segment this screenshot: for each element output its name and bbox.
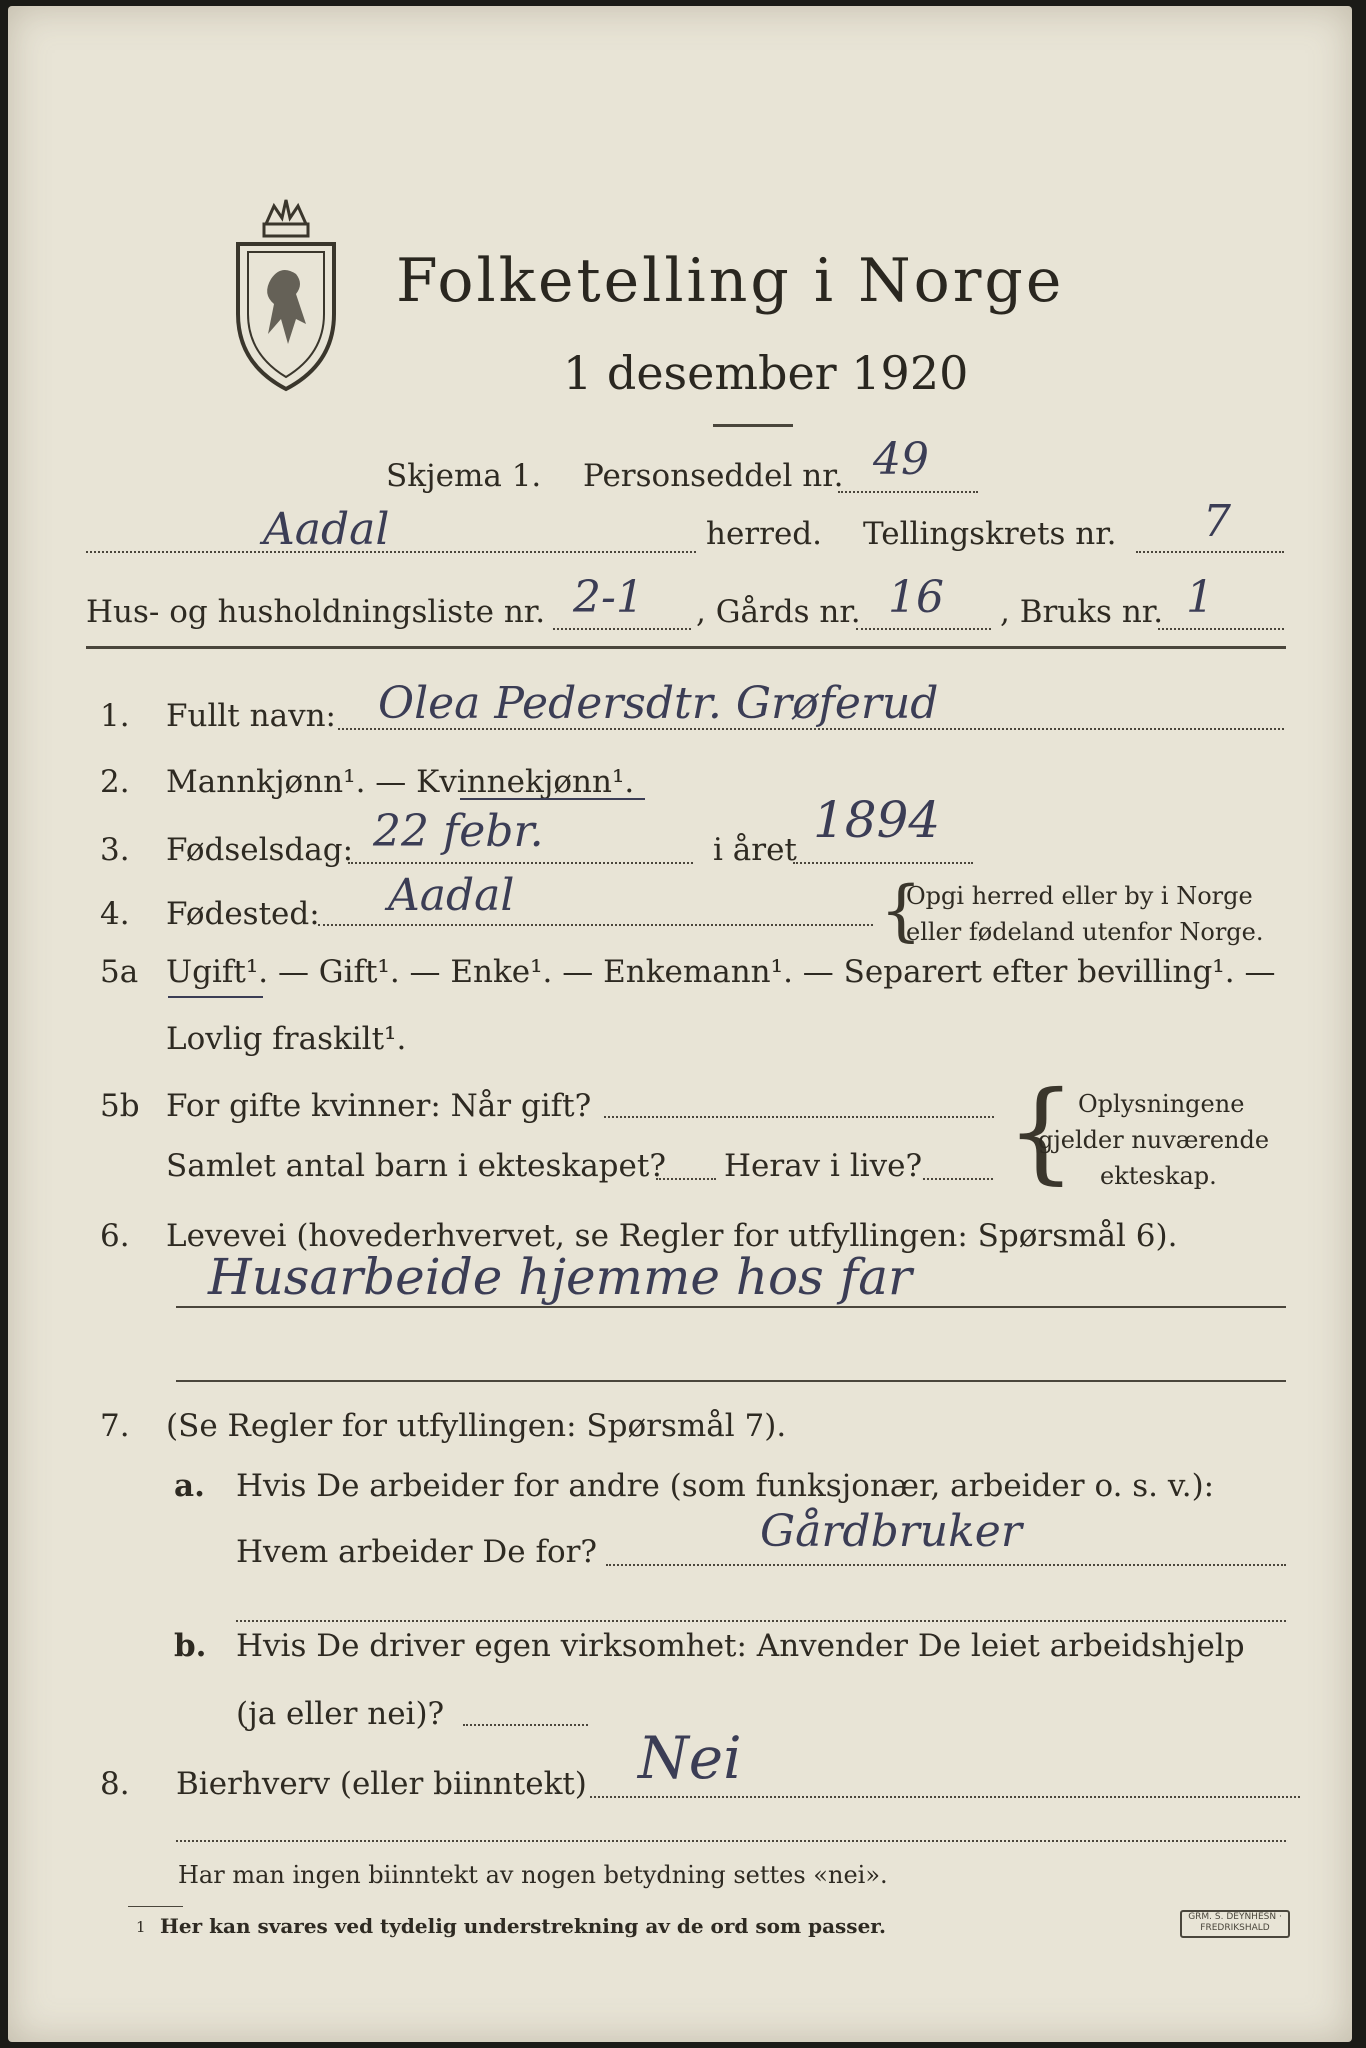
q4-note-line2: eller fødeland utenfor Norge.: [906, 918, 1264, 946]
q7a-line1: Hvis De arbeider for andre (som funksjonær, arbeider o. s. v.):: [236, 1468, 1215, 1504]
footnote-text: Her kan svares ved tydelig understrekning av de ord som passer.: [160, 1914, 886, 1938]
q3-year-line: [793, 862, 973, 864]
gards-line: [856, 628, 991, 630]
q8-number: 8.: [100, 1766, 130, 1802]
footnote-mark: 1: [136, 1918, 146, 1936]
tellingskrets-label: Tellingskrets nr.: [863, 516, 1117, 552]
norway-coat-of-arms-icon: [226, 194, 346, 394]
q3-number: 3.: [100, 832, 130, 868]
q5b-children-line: [656, 1178, 716, 1180]
ugift-underline: [168, 996, 263, 998]
q5b-note-line1: Oplysningene: [1078, 1090, 1245, 1118]
q2-number: 2.: [100, 764, 130, 800]
q7-number: 7.: [100, 1408, 130, 1444]
q7a-letter: a.: [174, 1468, 205, 1504]
q5b-children-label: Samlet antal barn i ekteskapet?: [166, 1148, 666, 1184]
q5b-note-line2: gjelder nuværende: [1038, 1126, 1270, 1154]
birth-year-value[interactable]: 1894: [813, 791, 941, 849]
q5b-married-line: [604, 1116, 994, 1118]
kvinnekjonn-underline: [460, 798, 645, 800]
census-form: [8, 6, 1352, 2042]
q6-number: 6.: [100, 1218, 130, 1254]
personseddel-line: [838, 491, 978, 493]
q4-label: Fødested:: [166, 896, 320, 932]
tellingskrets-value[interactable]: 7: [1203, 496, 1231, 547]
bruks-line: [1158, 628, 1284, 630]
footnote-rule: [128, 1906, 183, 1907]
form-date: 1 desember 1920: [563, 346, 969, 400]
tellingskrets-line: [1136, 551, 1284, 553]
q5b-alive-label: Herav i live?: [724, 1148, 923, 1184]
side-income-value[interactable]: Nei: [638, 1724, 742, 1792]
gards-value[interactable]: 16: [888, 572, 944, 623]
q4-note-line1: Opgi herred eller by i Norge: [906, 882, 1253, 910]
bruks-label: , Bruks nr.: [1000, 594, 1164, 630]
q7b-line: [463, 1724, 588, 1726]
title-rule: [713, 424, 793, 427]
husliste-line: [553, 628, 691, 630]
q5a-number: 5a: [100, 954, 139, 990]
q3-year-label: i året: [713, 832, 797, 868]
q5a-line2: Lovlig fraskilt¹.: [166, 1021, 407, 1057]
q3-day-line: [348, 862, 693, 864]
q6-line1: [176, 1306, 1286, 1308]
bruks-value[interactable]: 1: [1186, 572, 1214, 623]
q6-label: Levevei (hovederhvervet, se Regler for utfyllingen: Spørsmål 6).: [166, 1218, 1178, 1254]
q4-brace: {: [880, 872, 922, 949]
q4-line: [318, 924, 873, 926]
q6-line2: [176, 1380, 1286, 1382]
q8-line: [590, 1796, 1300, 1798]
printer-stamp: GRM. S. DEYNHESN · FREDRIKSHALD: [1180, 1910, 1290, 1938]
q5b-alive-line: [923, 1178, 993, 1180]
form-title: Folketelling i Norge: [396, 246, 1065, 316]
q2-label: Mannkjønn¹. — Kvinnekjønn¹.: [166, 764, 635, 800]
header-divider: [86, 646, 1286, 649]
q1-label: Fullt navn:: [166, 698, 336, 734]
q4-number: 4.: [100, 896, 130, 932]
herred-line: [86, 551, 696, 553]
birthplace-value[interactable]: Aadal: [388, 870, 515, 921]
q5b-number: 5b: [100, 1088, 140, 1124]
herred-label: herred.: [706, 516, 822, 552]
husliste-label: Hus- og husholdningsliste nr.: [86, 594, 546, 630]
skjema-label: Skjema 1.: [386, 458, 542, 494]
q3-label: Fødselsdag:: [166, 832, 354, 868]
personseddel-label: Personseddel nr.: [583, 458, 844, 494]
q7b-line2: (ja eller nei)?: [236, 1696, 445, 1732]
q7a-line: [606, 1564, 1286, 1566]
birthday-value[interactable]: 22 febr.: [373, 806, 544, 857]
q7-label: (Se Regler for utfyllingen: Spørsmål 7).: [166, 1408, 787, 1444]
employer-value[interactable]: Gårdbruker: [760, 1506, 1022, 1557]
husliste-value[interactable]: 2-1: [573, 572, 644, 623]
q7b-letter: b.: [174, 1628, 207, 1664]
q1-number: 1.: [100, 698, 130, 734]
q5a-line1: Ugift¹. — Gift¹. — Enke¹. — Enkemann¹. — Separert efter bevilling¹. —: [166, 954, 1276, 990]
q8-line-extra: [176, 1840, 1286, 1842]
full-name-value[interactable]: Olea Pedersdtr. Grøferud: [378, 678, 939, 729]
footer-note: Har man ingen biinntekt av nogen betydning settes «nei».: [178, 1861, 888, 1889]
q8-label: Bierhverv (eller biinntekt): [176, 1766, 587, 1802]
q5b-line1: For gifte kvinner: Når gift?: [166, 1088, 592, 1124]
q5b-note-line3: ekteskap.: [1100, 1162, 1217, 1190]
q7b-line1: Hvis De driver egen virksomhet: Anvender De leiet arbeidshjelp: [236, 1628, 1245, 1664]
gards-label: , Gårds nr.: [696, 594, 861, 630]
personseddel-value[interactable]: 49: [873, 434, 929, 485]
herred-value[interactable]: Aadal: [263, 504, 390, 555]
q7a-line2: Hvem arbeider De for?: [236, 1534, 598, 1570]
q5b-brace: {: [1006, 1067, 1076, 1195]
q7a-line-extra: [236, 1620, 1286, 1622]
occupation-value[interactable]: Husarbeide hjemme hos far: [208, 1248, 912, 1306]
